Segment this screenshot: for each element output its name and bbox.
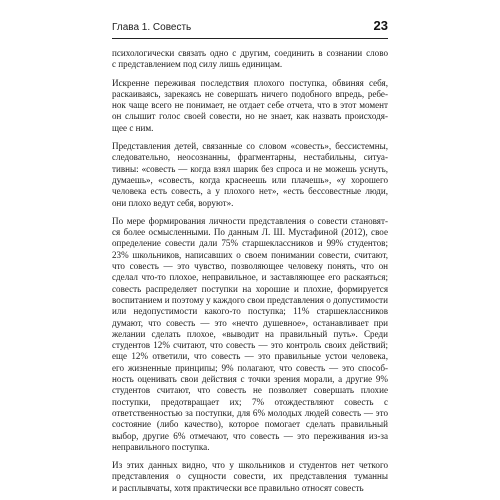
text-line: думаешь», «совесть, когда краснеешь или плачешь», «у хорошего xyxy=(112,174,388,185)
text-line: желании сделать плохое, «выводит на правильный путь». Среди xyxy=(112,328,388,339)
text-line: Представления детей, связанные со словом «совесть», бессистемны, xyxy=(112,141,388,152)
text-line: Искренне переживая последствия плохого поступка, обвиняя себя, xyxy=(112,77,388,88)
text-line: еще 12% ответили, что совесть — это правильные устои человека, xyxy=(112,351,388,362)
paragraph xyxy=(112,216,388,453)
page-number: 23 xyxy=(373,18,388,33)
text-line: следовательно, неосознанны, фрагментарны, нестабильны, ситуа- xyxy=(112,152,388,163)
text-line: Из этих данных видно, что у школьников и студентов нет четкого xyxy=(112,460,388,471)
running-header xyxy=(112,18,388,39)
paragraph xyxy=(112,460,388,494)
text-line: раскаиваясь, зарекаясь не совершать ничего подобного впредь, ребе- xyxy=(112,88,388,99)
chapter-title: Глава 1. Совесть xyxy=(112,22,192,33)
text-line: студентов считают, что совесть не позволяет совершать плохие xyxy=(112,385,388,396)
text-line: с представлением под силу лишь единицам. xyxy=(112,59,283,70)
paragraph-gap xyxy=(112,209,388,216)
text-line: определение совести дали 75% старшеклассников и 99% студентов; xyxy=(112,238,388,249)
text-line: что совесть — это чувство, позволяющее человеку понять, что он xyxy=(112,261,388,272)
text-line: состояние (либо качество), которое помогает сделать правильный xyxy=(112,419,388,430)
text-line: тивны: «совесть — когда взял шарик без спроса и не можешь уснуть, xyxy=(112,163,388,174)
text-line: ся более осмысленными. По данным Л. Ш. Мустафиной (2012), свое xyxy=(112,227,388,238)
text-line: совесть распределяет поступки на хорошие и плохие, формируется xyxy=(112,283,388,294)
text-line: нок чаще всего не понимает, не отдает себе отчета, что в этот момент xyxy=(112,100,388,111)
text-line: 23% школьников, написавших о своем понимании совести, считают, xyxy=(112,249,388,260)
paragraph-gap xyxy=(112,134,388,141)
text-line: его жизненные принципы; 9% полагают, что совесть — это способ- xyxy=(112,362,388,373)
paragraph-gap xyxy=(112,71,388,78)
paragraph xyxy=(112,141,388,209)
text-line: ность оценивать свои действия с точки зрения морали, а другие 9% xyxy=(112,374,388,385)
text-line: или недопустимости какого-то поступка; 11% старшеклассников xyxy=(112,306,388,317)
text-line: По мере формирования личности представления о совести становят- xyxy=(112,215,388,226)
text-line: они плохо ведут себя, воруют». xyxy=(112,197,234,208)
text-line: психологически связать одно с другим, соединить в сознании слово xyxy=(112,48,388,58)
body-text xyxy=(112,48,388,494)
text-line: человека есть совесть, а у плохого нет», «есть бессовестные люди, xyxy=(112,186,388,197)
text-line: неправильного поступка. xyxy=(112,441,210,452)
text-line: думают, что совесть — это «нечто душевное», останавливает при xyxy=(112,317,388,328)
text-line: он слышит голос своей совести, но не знает, как назвать происходя- xyxy=(112,111,388,122)
paragraph xyxy=(112,78,388,134)
text-line: и расплывчаты, хотя практически все правильно относят совесть xyxy=(112,482,364,493)
text-line: поступки, предотвращает их; 7% отождествляют совесть с xyxy=(112,396,388,407)
text-line: представления о сущности совести, их представления туманны xyxy=(112,471,388,482)
paragraph xyxy=(112,48,388,71)
paragraph-gap xyxy=(112,453,388,460)
text-line: щее с ним. xyxy=(112,122,154,133)
text-line: студентов 12% считают, что совесть — это контроль своих действий; xyxy=(112,340,388,351)
text-line: выбор, другие 6% отмечают, что совесть — это переживания из-за xyxy=(112,430,388,441)
text-line: ответственностью за поступки, для 6% молодых людей совесть — это xyxy=(112,407,388,418)
text-line: сделал что-то плохое, неправильное, и заставляющее его раскаяться; xyxy=(112,272,388,283)
text-line: воспитанием и поэтому у каждого свои представления о допустимости xyxy=(112,294,388,305)
